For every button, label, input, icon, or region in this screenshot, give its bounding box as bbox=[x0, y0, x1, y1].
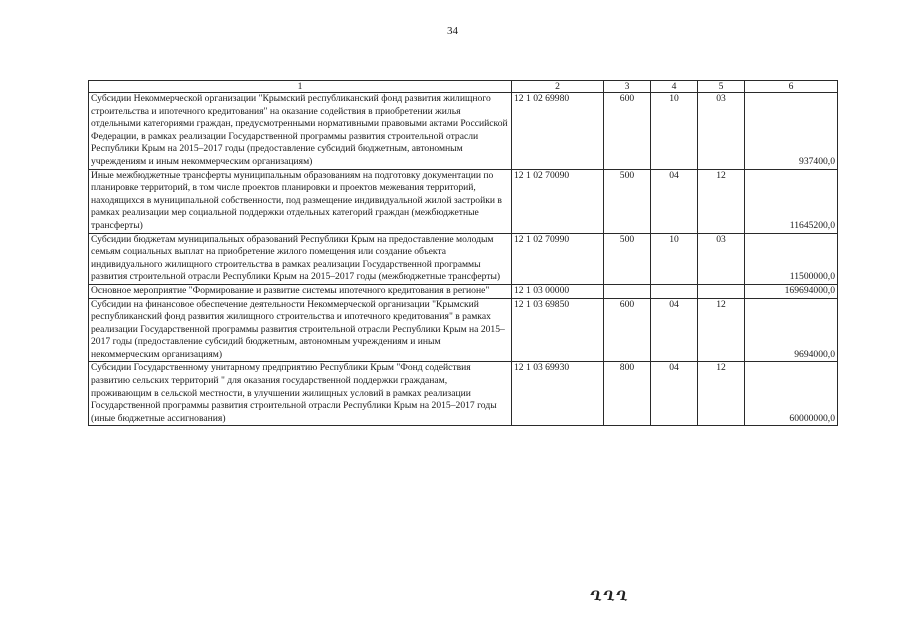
row-amount: 60000000,0 bbox=[745, 362, 838, 426]
row-section: 04 bbox=[651, 298, 698, 362]
table-row bbox=[89, 284, 838, 298]
row-subsection: 03 bbox=[698, 233, 745, 284]
row-expense-type bbox=[604, 284, 651, 298]
row-expense-type: 600 bbox=[604, 298, 651, 362]
table-header-row bbox=[89, 81, 838, 93]
column-header: 2 bbox=[512, 81, 604, 93]
row-expense-type: 800 bbox=[604, 362, 651, 426]
table-row bbox=[89, 93, 838, 170]
row-subsection: 12 bbox=[698, 169, 745, 233]
row-description: Иные межбюджетные трансферты муниципальным образованиям на подготовку документации по планировке территорий, в том числе проектов планировки и проектов межевания территорий, находящихся в муниципальной собственности, под размещение индивидуальной жилой застройки в рамках реализации мер социальной поддержки отдельных категорий граждан (межбюджетные трансферты) bbox=[89, 169, 512, 233]
row-section: 10 bbox=[651, 93, 698, 170]
row-amount: 11500000,0 bbox=[745, 233, 838, 284]
row-code: 12 1 03 69930 bbox=[512, 362, 604, 426]
column-header: 3 bbox=[604, 81, 651, 93]
row-code: 12 1 03 69850 bbox=[512, 298, 604, 362]
column-header: 4 bbox=[651, 81, 698, 93]
row-amount: 9694000,0 bbox=[745, 298, 838, 362]
row-description: Основное мероприятие "Формирование и развитие системы ипотечного кредитования в регионе" bbox=[89, 284, 512, 298]
handwritten-mark: ՂՂՂ bbox=[590, 588, 629, 603]
row-amount: 169694000,0 bbox=[745, 284, 838, 298]
table-row bbox=[89, 233, 838, 284]
table-row bbox=[89, 362, 838, 426]
column-header: 5 bbox=[698, 81, 745, 93]
row-code: 12 1 03 00000 bbox=[512, 284, 604, 298]
budget-table bbox=[88, 80, 838, 426]
row-section: 10 bbox=[651, 233, 698, 284]
column-header: 1 bbox=[89, 81, 512, 93]
row-expense-type: 600 bbox=[604, 93, 651, 170]
row-description: Субсидии на финансовое обеспечение деятельности Некоммерческой организации "Крымский республиканский фонд развития жилищного строительства и ипотечного кредитования" в рамках реализации Государственной программы развития строительной отрасли Республики Крым на 2015–2017 годы (предоставление субсидий бюджетным, автономным учреждениям и иным некоммерческим организациям) bbox=[89, 298, 512, 362]
page-number: 34 bbox=[447, 25, 458, 37]
row-code: 12 1 02 70090 bbox=[512, 169, 604, 233]
row-description: Субсидии Государственному унитарному предприятию Республики Крым "Фонд содействия развитию сельских территорий " для оказания государственной поддержки гражданам, проживающим в сельской местности, в улучшении жилищных условий в рамках реализации Государственной программы развития строительной отрасли Республики Крым на 2015–2017 годы (иные бюджетные ассигнования) bbox=[89, 362, 512, 426]
row-section: 04 bbox=[651, 169, 698, 233]
row-description: Субсидии бюджетам муниципальных образований Республики Крым на предоставление молодым семьям социальных выплат на приобретение жилого помещения или создание объекта индивидуального жилищного строительства в рамках реализации Государственной программы развития строительной отрасли Республики Крым на 2015–2017 годы (межбюджетные трансферты) bbox=[89, 233, 512, 284]
table-row bbox=[89, 169, 838, 233]
row-expense-type: 500 bbox=[604, 169, 651, 233]
row-amount: 937400,0 bbox=[745, 93, 838, 170]
row-subsection: 12 bbox=[698, 362, 745, 426]
row-code: 12 1 02 69980 bbox=[512, 93, 604, 170]
row-section bbox=[651, 284, 698, 298]
row-description: Субсидии Некоммерческой организации "Крымский республиканский фонд развития жилищного строительства и ипотечного кредитования" на оказание содействия в приобретении жилья отдельными категориями граждан, предусмотренными нормативными правовыми актами Российской Федерации, в рамках реализации Государственной программы развития строительной отрасли Республики Крым на 2015–2017 годы (предоставление субсидий бюджетным, автономным учреждениям и иным некоммерческим организациям) bbox=[89, 93, 512, 170]
row-subsection: 12 bbox=[698, 298, 745, 362]
row-amount: 11645200,0 bbox=[745, 169, 838, 233]
row-expense-type: 500 bbox=[604, 233, 651, 284]
row-subsection: 03 bbox=[698, 93, 745, 170]
table-row bbox=[89, 298, 838, 362]
row-section: 04 bbox=[651, 362, 698, 426]
row-code: 12 1 02 70990 bbox=[512, 233, 604, 284]
row-subsection bbox=[698, 284, 745, 298]
column-header: 6 bbox=[745, 81, 838, 93]
